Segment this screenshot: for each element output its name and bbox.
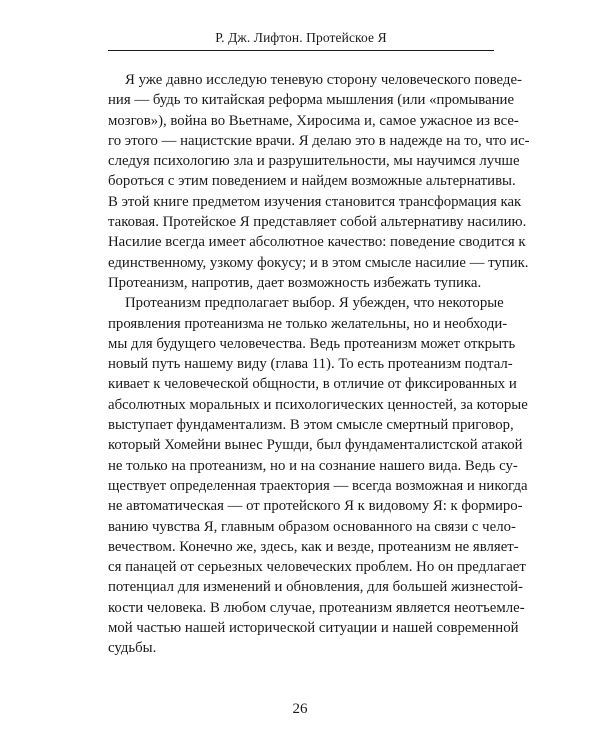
text-line: таковая. Протейское Я представляет собой альтернативу насилию. bbox=[108, 214, 527, 231]
text-line: кости человека. В любом случае, протеанизм является неотъемле- bbox=[108, 599, 525, 616]
text-line: проявления протеанизма не только желательны, но и необходи- bbox=[108, 315, 508, 332]
text-line: кивает к человеческой общности, в отличие от фиксированных и bbox=[108, 376, 517, 393]
running-head: Р. Дж. Лифтон. Протейское Я bbox=[215, 30, 387, 45]
text-line: Я уже давно исследую теневую сторону человеческого поведе- bbox=[125, 72, 522, 88]
text-line: не только на протеанизм, но и на сознание нашего вида. Ведь су- bbox=[108, 457, 518, 474]
text-line: новый путь нашему виду (глава 11). То есть протеанизм подтал- bbox=[108, 356, 513, 373]
text-line: потенциал для изменений и обновления, для большей жизнестой- bbox=[108, 579, 523, 596]
page-number: 26 bbox=[292, 701, 308, 717]
text-line: го этого — нацистские врачи. Я делаю это в надежде на то, что ис- bbox=[108, 132, 530, 149]
text-line: выступает фундаментализм. В этом смысле смертный приговор, bbox=[108, 417, 514, 434]
text-line: ся панацей от серьезных человеческих проблем. Но он предлагает bbox=[108, 559, 526, 576]
text-line: который Хомейни вынес Рушди, был фундаменталистской атакой bbox=[108, 437, 523, 454]
text-line: не автоматическая — от протейского Я к видовому Я: к формиро- bbox=[108, 498, 523, 515]
text-line: судьбы. bbox=[108, 640, 157, 657]
text-line: мозгов»), война во Вьетнаме, Хиросима и, самое ужасное из все- bbox=[108, 112, 519, 129]
text-line: единственному, узкому фокусу; и в этом смысле насилие — тупик. bbox=[108, 254, 529, 271]
text-line: ванию чувства Я, главным образом основанного на связи с чело- bbox=[108, 518, 516, 535]
text-line: В этой книге предметом изучения становится трансформация как bbox=[108, 193, 522, 210]
text-line: абсолютных моральных и психологических ценностей, за которые bbox=[108, 396, 528, 413]
text-line: Протеанизм, напротив, дает возможность избежать тупика. bbox=[108, 274, 482, 291]
header-rule bbox=[108, 50, 494, 51]
text-line: вечеством. Конечно же, здесь, как и везде, протеанизм не являет- bbox=[108, 538, 519, 555]
text-line: мой частью нашей исторической ситуации и нашей современной bbox=[108, 620, 519, 637]
text-line: Протеанизм предполагает выбор. Я убежден, что некоторые bbox=[125, 295, 504, 312]
paragraph-1 bbox=[108, 70, 530, 293]
text-line: следуя психологию зла и разрушительности, мы научимся лучше bbox=[108, 153, 520, 170]
text-line: мы для будущего человечества. Ведь протеанизм может открыть bbox=[108, 335, 516, 352]
text-line: бороться с этим поведением и найдем возможные альтернативы. bbox=[108, 173, 516, 190]
text-line: ществует определенная траектория — всегда возможная и никогда bbox=[108, 477, 528, 494]
paragraph-2 bbox=[108, 293, 528, 658]
body-text bbox=[108, 70, 530, 659]
text-line: ния — будь то китайская реформа мышления (или «промывание bbox=[108, 92, 515, 109]
text-line: Насилие всегда имеет абсолютное качество: поведение сводится к bbox=[108, 234, 526, 251]
